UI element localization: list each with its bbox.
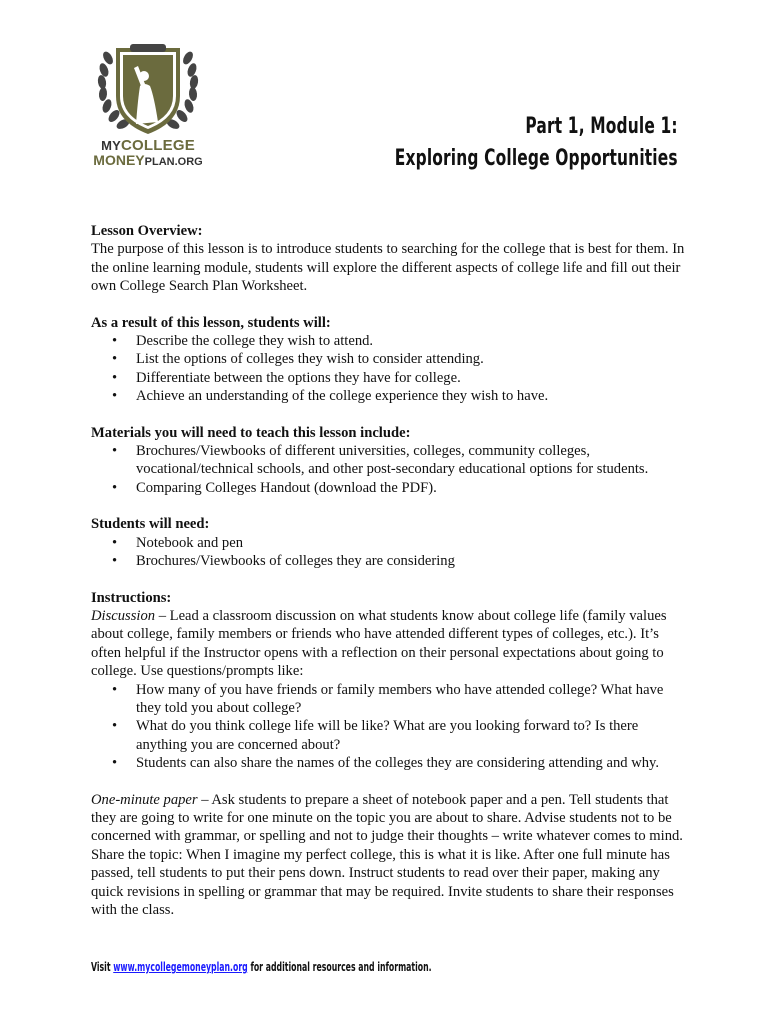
oneminute-label: One-minute paper — [91, 791, 198, 808]
list-item: • Differentiate between the options they have for college. — [91, 369, 691, 387]
list-item: • Notebook and pen — [91, 534, 691, 552]
students-need-heading: Students will need: — [91, 516, 210, 533]
oneminute-text: – Ask students to prepare a sheet of notebook paper and a pen. Tell students that they are going to write for one minute on the topic you are about to share. Advise students not to be concerned with grammar, or spelling and not to judge their thoughts – write whatever comes to mind. Share the topic: When I imagine my perfect college, this is what it is like. After one full minute has passed, tell students to put their pens down. Instruct students to read over their paper, making any quick revisions in spelling or grammar that may be required. Invite students to share their responses with the class. — [91, 791, 683, 918]
list-item: • Students can also share the names of the colleges they are considering attending and why. — [91, 754, 691, 772]
logo-main: COLLEGE — [121, 137, 195, 154]
overview-text: The purpose of this lesson is to introduce students to searching for the college that is best for them. In the online learning module, students will explore the different aspects of college life and fill out their own College Search Plan Worksheet. — [91, 241, 685, 295]
shield-laurel-icon — [78, 38, 218, 138]
discussion-paragraph — [91, 607, 691, 681]
logo-money: MONEY — [93, 152, 145, 168]
list-item: • How many of you have friends or family members who have attended college? What have they told you about college? — [91, 681, 691, 718]
list-item: • Achieve an understanding of the college experience they wish to have. — [91, 387, 691, 405]
list-item: • Comparing Colleges Handout (download the PDF). — [91, 479, 691, 497]
discussion-text: – Lead a classroom discussion on what students know about college life (family values about college, family members or friends who have attended different types of colleges, etc.). It’s often helpful if the Instructor opens with a reflection on their personal expectations about going to college. Use questions/prompts like: — [91, 607, 667, 680]
discussion-prompts — [91, 681, 691, 773]
document-body — [91, 222, 691, 919]
overview-heading: Lesson Overview: — [91, 223, 203, 239]
outcomes-list — [91, 332, 691, 406]
list-item: • Brochures/Viewbooks of colleges they are considering — [91, 552, 691, 570]
logo-wordmark — [78, 138, 218, 170]
list-item: • List the options of colleges they wish to consider attending. — [91, 350, 691, 368]
logo-suffix: PLAN.ORG — [144, 156, 203, 168]
title-line-1: Part 1, Module 1: — [525, 114, 678, 139]
list-item: • Describe the college they wish to attend. — [91, 332, 691, 350]
list-item: • What do you think college life will be like? What are you looking forward to? Is there anything you are concerned about? — [91, 717, 691, 754]
oneminute-paragraph — [91, 791, 691, 920]
outcomes-heading: As a result of this lesson, students will: — [91, 314, 331, 331]
title-line-2: Exploring College Opportunities — [395, 146, 678, 171]
materials-heading: Materials you will need to teach this lesson include: — [91, 424, 411, 441]
website-link[interactable]: www.mycollegemoneyplan.org — [113, 960, 248, 974]
logo-prefix: MY — [101, 138, 121, 153]
students-need-list — [91, 534, 691, 571]
materials-list — [91, 442, 691, 497]
discussion-label: Discussion — [91, 607, 156, 624]
footer-suffix: for additional resources and information. — [247, 960, 432, 974]
list-item: • Brochures/Viewbooks of different universities, colleges, community colleges, vocational/technical schools, and other post-secondary educational options for students. — [91, 442, 691, 479]
footer-prefix: Visit — [91, 960, 114, 974]
footer — [91, 960, 432, 974]
logo — [78, 38, 218, 178]
instructions-heading: Instructions: — [91, 589, 172, 606]
page-title — [395, 111, 678, 175]
